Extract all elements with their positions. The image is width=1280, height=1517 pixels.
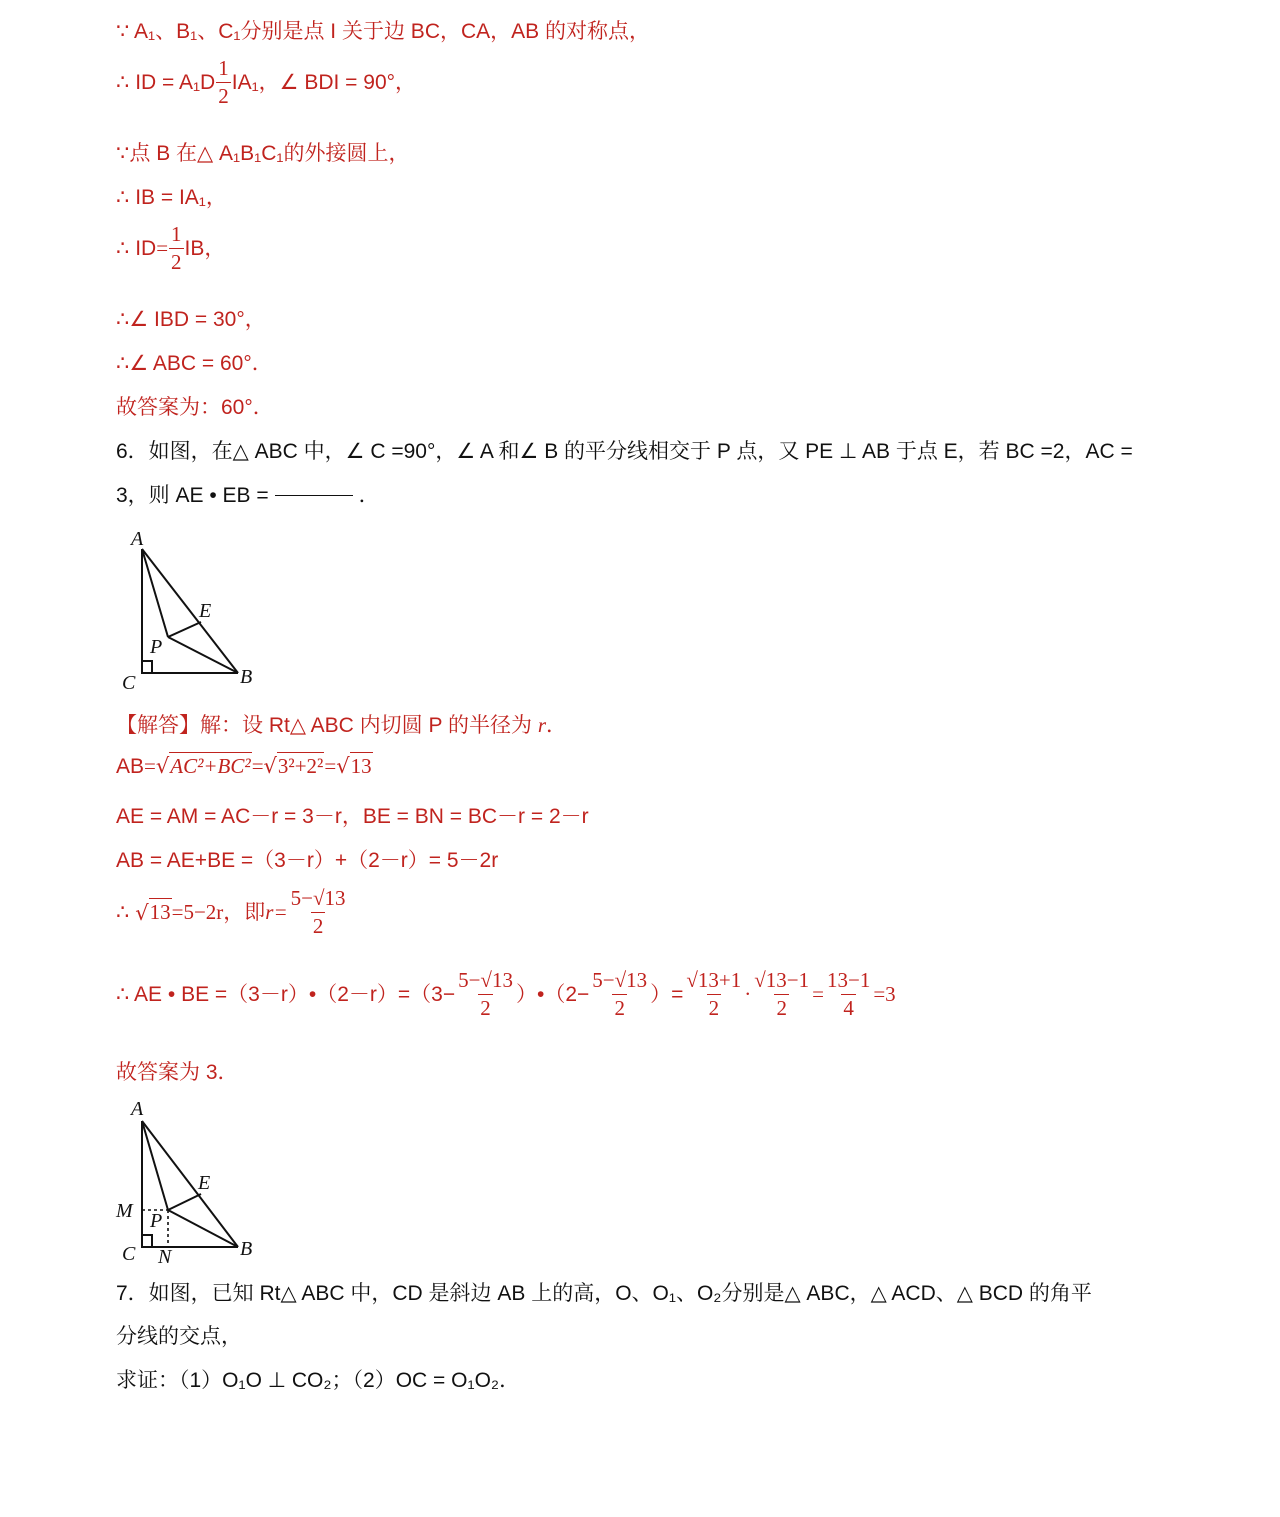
solution-line-7 xyxy=(116,352,273,374)
label-b: B xyxy=(240,1238,253,1260)
triangle-figure-2 xyxy=(110,1095,270,1270)
label-e: E xyxy=(199,600,212,622)
fraction-half xyxy=(216,58,231,107)
label-p: P xyxy=(150,636,163,658)
numerator: 5−√13 xyxy=(458,968,513,992)
text: ． xyxy=(358,483,380,507)
text: ∴∠ ABC = 60°． xyxy=(116,351,273,375)
numerator: √13−1 xyxy=(754,968,810,992)
ae-be-line xyxy=(116,805,589,827)
text: IA₁，∠ BDI = 90°， xyxy=(231,71,417,94)
fraction-e xyxy=(825,970,872,1019)
text: =3 xyxy=(873,982,896,1006)
radicand: AC²+BC² xyxy=(170,754,251,779)
radical-2: √3²+2² xyxy=(263,754,324,779)
variable-r: r xyxy=(537,712,547,737)
radical-13: √13 xyxy=(135,900,171,925)
fraction-c xyxy=(684,970,743,1019)
ab-sqrt-line: AB=√AC²+BC²=√3²+2²=√13 xyxy=(116,753,372,779)
solution-line-1 xyxy=(116,20,650,42)
fraction-radius xyxy=(289,888,348,937)
text: AB = AE+BE =（3－r）+（2－r）= 5－2r xyxy=(116,848,499,872)
text: ）•（2− xyxy=(515,983,590,1006)
text: AB xyxy=(116,754,145,778)
text: ∴ ID = A₁D xyxy=(116,71,216,94)
text: 7．如图，已知 Rt△ ABC 中，CD 是斜边 AB 上的高，O、O₁、O₂分别是△ ABC，△ ACD、△ BCD 的角平 xyxy=(116,1281,1092,1305)
numerator: 1 xyxy=(218,56,229,80)
radical-1: √AC²+BC² xyxy=(155,754,251,779)
label-b: B xyxy=(240,666,253,688)
radicand: 13 xyxy=(149,900,171,925)
text: 求证：（1）O₁O ⊥ CO₂；（2）OC = O₁O₂． xyxy=(116,1368,521,1392)
label-c: C xyxy=(122,672,136,694)
radicand: 3²+2² xyxy=(277,754,324,779)
ab-sum-line xyxy=(116,849,498,871)
label-c: C xyxy=(122,1243,136,1265)
fraction-half xyxy=(169,224,184,273)
denominator: 2 xyxy=(776,996,787,1020)
question-7-line-2 xyxy=(116,1325,242,1347)
numerator: 5−√13 xyxy=(290,886,346,910)
fraction-b xyxy=(590,970,649,1019)
triangle-figure-1 xyxy=(110,525,270,695)
text: ． xyxy=(546,713,568,737)
solution-bracket-title: 【解答】 xyxy=(116,713,200,737)
text: ）= xyxy=(650,983,684,1006)
text: 故答案为：60°． xyxy=(116,395,274,419)
solution-line-4 xyxy=(116,186,227,208)
answer-line-6 xyxy=(116,1061,239,1083)
label-p: P xyxy=(150,1210,163,1232)
numerator: √13+1 xyxy=(686,968,742,992)
solution-line-6 xyxy=(116,308,266,330)
question-6-line-1 xyxy=(116,440,1133,462)
label-a: A xyxy=(131,1098,144,1120)
text: AE = AM = AC－r = 3－r，BE = BN = BC－r = 2－r xyxy=(116,804,589,828)
text: 解：设 Rt△ ABC 内切圆 P 的半径为 xyxy=(200,713,532,737)
solution-line-3 xyxy=(116,142,409,164)
label-m: M xyxy=(116,1200,133,1222)
text: 分线的交点， xyxy=(116,1324,242,1348)
answer-blank xyxy=(275,495,353,496)
text: 3，则 AE • EB = xyxy=(116,483,269,507)
text: ∴ IB = IA₁， xyxy=(116,185,227,209)
fraction-a xyxy=(456,970,515,1019)
radical-3: √13 xyxy=(336,754,372,779)
numerator: 13−1 xyxy=(827,968,871,992)
radicand: 13 xyxy=(350,754,372,779)
denominator: 2 xyxy=(312,914,324,938)
text: ∵点 B 在△ A₁B₁C₁的外接圆上， xyxy=(116,141,410,165)
denominator: 2 xyxy=(614,996,625,1020)
text: =5−2r，即 xyxy=(171,900,266,924)
radius-line xyxy=(116,888,349,937)
denominator: 2 xyxy=(708,996,720,1020)
solution-line-2 xyxy=(116,58,416,107)
numerator: 5−√13 xyxy=(592,968,648,992)
denominator: 2 xyxy=(218,84,229,108)
text: r= xyxy=(265,900,288,924)
text: ∴∠ IBD = 30°， xyxy=(116,307,266,331)
text: 故答案为 3． xyxy=(116,1060,239,1084)
denominator: 2 xyxy=(171,250,182,274)
solution-heading xyxy=(116,714,567,736)
text: ∴ AE • BE =（3－r）•（2－r）=（3− xyxy=(116,983,456,1006)
text: ∴ ID xyxy=(116,237,157,260)
question-7-line-1 xyxy=(116,1282,1092,1304)
denominator: 4 xyxy=(843,996,854,1020)
solution-line-5: ∴ ID= $\frac{1}{2}$ IB， xyxy=(116,222,226,274)
question-6-line-2 xyxy=(116,484,380,506)
text: 6．如图，在△ ABC 中，∠ C =90°，∠ A 和∠ B 的平分线相交于 P 点，又 PE ⊥ AB 于点 E，若 BC =2，AC = xyxy=(116,439,1133,463)
label-a: A xyxy=(131,528,144,550)
denominator: 2 xyxy=(480,996,491,1020)
text: IB， xyxy=(184,237,226,260)
text: ∴ xyxy=(116,901,130,924)
label-n: N xyxy=(158,1246,172,1268)
text: ∵ A₁、B₁、C₁分别是点 I 关于边 BC，CA，AB 的对称点， xyxy=(116,19,651,43)
answer-line-5 xyxy=(116,396,274,418)
fraction-d xyxy=(752,970,811,1019)
numerator: 1 xyxy=(171,222,182,246)
product-line: ∴ AE • BE =（3－r）•（2－r）=（3− $\frac{5-√13}{2}$ ）•（2− $\frac{5-√13}{2}$ ）= $\frac{√13+1}{2}$ · $\frac{√13-1}{2}$ = $\frac{13-1}{4}$ =3 xyxy=(116,968,896,1020)
question-7-line-3 xyxy=(116,1369,520,1391)
label-e: E xyxy=(198,1172,211,1194)
